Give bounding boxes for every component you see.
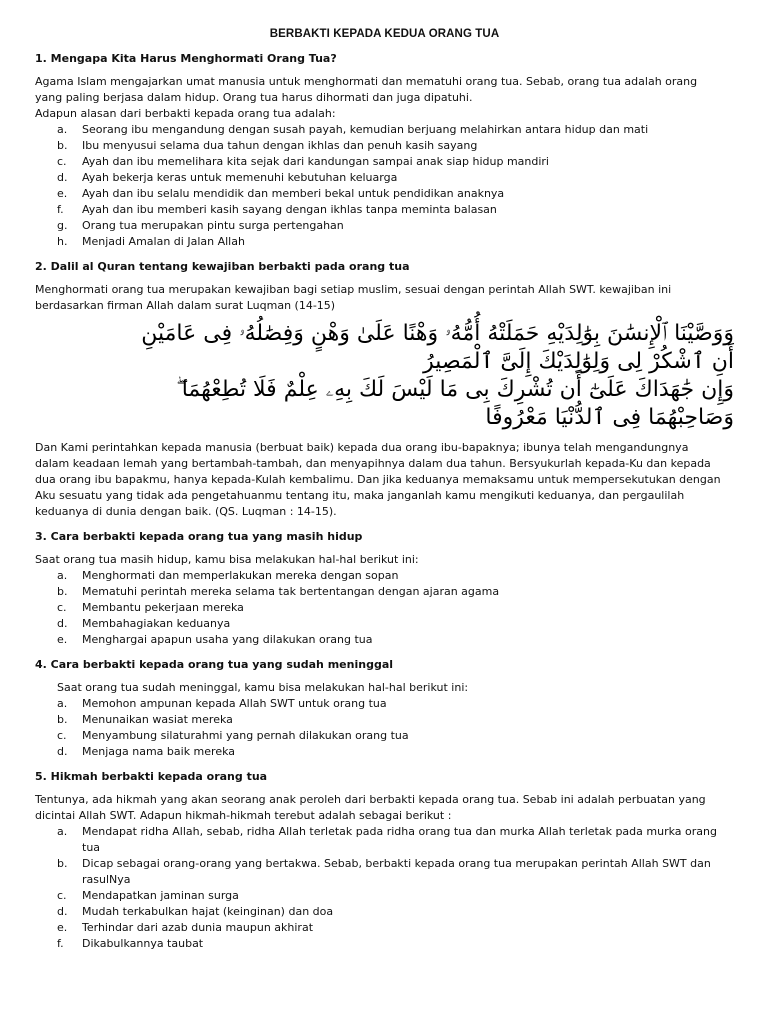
list-item-text-continued: tua	[82, 841, 101, 854]
list-item	[35, 904, 734, 920]
list-item-text: Ayah dan ibu memberi kasih sayang dengan ikhlas tanpa meminta balasan	[82, 203, 497, 216]
document-title: BERBAKTI KEPADA KEDUA ORANG TUA	[269, 28, 500, 40]
list-marker: a.	[57, 825, 68, 838]
list-item-text: Membantu pekerjaan mereka	[82, 601, 244, 614]
quran-verse-line-2: أَنِ ٱشْكُرْ لِى وَلِوَٰلِدَيْكَ إِلَىَّ ٱلْمَصِيرُ	[423, 349, 734, 374]
list-item	[35, 122, 734, 138]
list-marker: f.	[57, 937, 64, 950]
quran-verse	[35, 320, 734, 432]
section-1-intro-line-2: yang paling berjasa dalam hidup. Orang tua harus dihormati dan juga dipatuhi.	[35, 91, 473, 104]
list-marker: d.	[57, 171, 68, 184]
translation-line-3: dua orang ibu bapakmu, hanya kepada-Kulah kembalimu. Dan jika keduanya memaksamu untuk mempersekutukan dengan	[35, 473, 721, 486]
list-marker: c.	[57, 889, 67, 902]
list-item	[35, 154, 734, 170]
section-4-intro: Saat orang tua sudah meninggal, kamu bisa melakukan hal-hal berikut ini:	[57, 681, 469, 694]
section-2-intro-line-2: berdasarkan firman Allah dalam surat Luqman (14-15)	[35, 299, 336, 312]
list-item-text-continued: rasulNya	[82, 873, 131, 886]
section-3-heading: 3. Cara berbakti kepada orang tua yang masih hidup	[35, 530, 363, 543]
section-4-heading: 4. Cara berbakti kepada orang tua yang sudah meninggal	[35, 658, 394, 671]
list-item	[35, 616, 734, 632]
list-item	[35, 186, 734, 202]
list-marker: a.	[57, 123, 68, 136]
list-marker: c.	[57, 155, 67, 168]
list-marker: c.	[57, 729, 67, 742]
section-5-intro-line-1: Tentunya, ada hikmah yang akan seorang anak peroleh dari berbakti kepada orang tua. Sebab ini adalah perbuatan yang	[35, 793, 706, 806]
list-item-text: Mudah terkabulkan hajat (keinginan) dan doa	[82, 905, 334, 918]
list-item-text: Terhindar dari azab dunia maupun akhirat	[82, 921, 314, 934]
list-item	[35, 920, 734, 936]
section-5-heading: 5. Hikmah berbakti kepada orang tua	[35, 770, 268, 783]
list-item-text: Seorang ibu mengandung dengan susah payah, kemudian berjuang melahirkan antara hidup dan mati	[82, 123, 649, 136]
section-3-intro: Saat orang tua masih hidup, kamu bisa melakukan hal-hal berikut ini:	[35, 553, 419, 566]
quran-verse-line-4: وَصَاحِبْهُمَا فِى ٱلدُّنْيَا مَعْرُوفًا	[485, 405, 734, 430]
list-item-text: Menjaga nama baik mereka	[82, 745, 236, 758]
list-item	[35, 888, 734, 904]
list-marker: f.	[57, 203, 64, 216]
section-3-list	[35, 568, 734, 648]
list-marker: a.	[57, 569, 68, 582]
list-item	[35, 202, 734, 218]
list-item-text: Orang tua merupakan pintu surga pertengahan	[82, 219, 344, 232]
list-item-text: Membahagiakan keduanya	[82, 617, 231, 630]
translation-line-5: keduanya di dunia dengan baik. (QS. Luqman : 14-15).	[35, 505, 337, 518]
section-2-intro-line-1: Menghormati orang tua merupakan kewajiban bagi setiap muslim, sesuai dengan perintah Allah SWT. kewajiban ini	[35, 283, 672, 296]
list-item	[35, 218, 734, 234]
section-5-intro-line-2: dicintai Allah SWT. Adapun hikmah-hikmah terebut adalah sebagai berikut :	[35, 809, 452, 822]
section-1-heading: 1. Mengapa Kita Harus Menghormati Orang Tua?	[35, 52, 337, 65]
list-marker: d.	[57, 617, 68, 630]
list-item	[35, 824, 734, 856]
list-item-text: Menyambung silaturahmi yang pernah dilakukan orang tua	[82, 729, 409, 742]
list-marker: h.	[57, 235, 68, 248]
list-item	[35, 584, 734, 600]
list-item	[35, 936, 734, 952]
section-4-list	[35, 696, 734, 760]
list-marker: e.	[57, 187, 68, 200]
section-1-list	[35, 122, 734, 250]
list-item-text: Dicap sebagai orang-orang yang bertakwa. Sebab, berbakti kepada orang tua merupakan perintah Allah SWT dan	[82, 857, 711, 870]
list-marker: d.	[57, 745, 68, 758]
list-item	[35, 600, 734, 616]
list-marker: g.	[57, 219, 68, 232]
list-item	[35, 744, 734, 760]
list-item	[35, 568, 734, 584]
list-item	[35, 696, 734, 712]
list-item	[35, 138, 734, 154]
list-item-text: Ayah dan ibu memelihara kita sejak dari kandungan sampai anak siap hidup mandiri	[82, 155, 549, 168]
list-item	[35, 632, 734, 648]
list-item-text: Mematuhi perintah mereka selama tak bertentangan dengan ajaran agama	[82, 585, 500, 598]
list-marker: c.	[57, 601, 67, 614]
section-2-heading: 2. Dalil al Quran tentang kewajiban berbakti pada orang tua	[35, 260, 410, 273]
list-item-text: Dikabulkannya taubat	[82, 937, 204, 950]
list-marker: b.	[57, 585, 68, 598]
translation-line-1: Dan Kami perintahkan kepada manusia (berbuat baik) kepada dua orang ibu-bapaknya; ibunya telah mengandungnya	[35, 441, 689, 454]
list-item	[35, 234, 734, 250]
list-item-text: Ayah bekerja keras untuk memenuhi kebutuhan keluarga	[82, 171, 398, 184]
list-item	[35, 712, 734, 728]
quran-verse-line-1: وَوَصَّيْنَا ٱلْإِنسَٰنَ بِوَٰلِدَيْهِ حَمَلَتْهُ أُمُّهُۥ وَهْنًا عَلَىٰ وَهْنٍ وَفِصَٰلُهُۥ فِى عَامَيْنِ	[141, 321, 734, 346]
list-item-text: Mendapatkan jaminan surga	[82, 889, 239, 902]
translation-line-2: dalam keadaan lemah yang bertambah-tambah, dan menyapihnya dalam dua tahun. Bersyukurlah kepada-Ku dan kepada	[35, 457, 711, 470]
list-item-text: Menunaikan wasiat mereka	[82, 713, 233, 726]
list-marker: e.	[57, 633, 68, 646]
list-marker: d.	[57, 905, 68, 918]
list-item-text: Ayah dan ibu selalu mendidik dan memberi bekal untuk pendidikan anaknya	[82, 187, 505, 200]
list-item	[35, 856, 734, 888]
list-item-text: Menjadi Amalan di Jalan Allah	[82, 235, 245, 248]
list-marker: b.	[57, 857, 68, 870]
section-1-intro-line-3: Adapun alasan dari berbakti kepada orang tua adalah:	[35, 107, 336, 120]
list-item-text: Memohon ampunan kepada Allah SWT untuk orang tua	[82, 697, 387, 710]
list-item-text: Menghargai apapun usaha yang dilakukan orang tua	[82, 633, 373, 646]
section-5-list	[35, 824, 734, 952]
list-item-text: Menghormati dan memperlakukan mereka dengan sopan	[82, 569, 399, 582]
translation-line-4: Aku sesuatu yang tidak ada pengetahuanmu tentang itu, maka janganlah kamu mengikuti keduanya, dan pergaulilah	[35, 489, 685, 502]
list-marker: e.	[57, 921, 68, 934]
list-marker: a.	[57, 697, 68, 710]
list-marker: b.	[57, 139, 68, 152]
list-item	[35, 170, 734, 186]
quran-verse-line-3: وَإِن جَٰهَدَاكَ عَلَىٰٓ أَن تُشْرِكَ بِى مَا لَيْسَ لَكَ بِهِۦ عِلْمٌ فَلَا تُطِعْهُمَا ۖ	[176, 377, 734, 402]
list-item	[35, 728, 734, 744]
list-item-text: Mendapat ridha Allah, sebab, ridha Allah terletak pada ridha orang tua dan murka Allah terletak pada murka orang	[82, 825, 717, 838]
list-marker: b.	[57, 713, 68, 726]
list-item-text: Ibu menyusui selama dua tahun dengan ikhlas dan penuh kasih sayang	[82, 139, 478, 152]
section-1-intro-line-1: Agama Islam mengajarkan umat manusia untuk menghormati dan mematuhi orang tua. Sebab, orang tua adalah orang	[35, 75, 698, 88]
